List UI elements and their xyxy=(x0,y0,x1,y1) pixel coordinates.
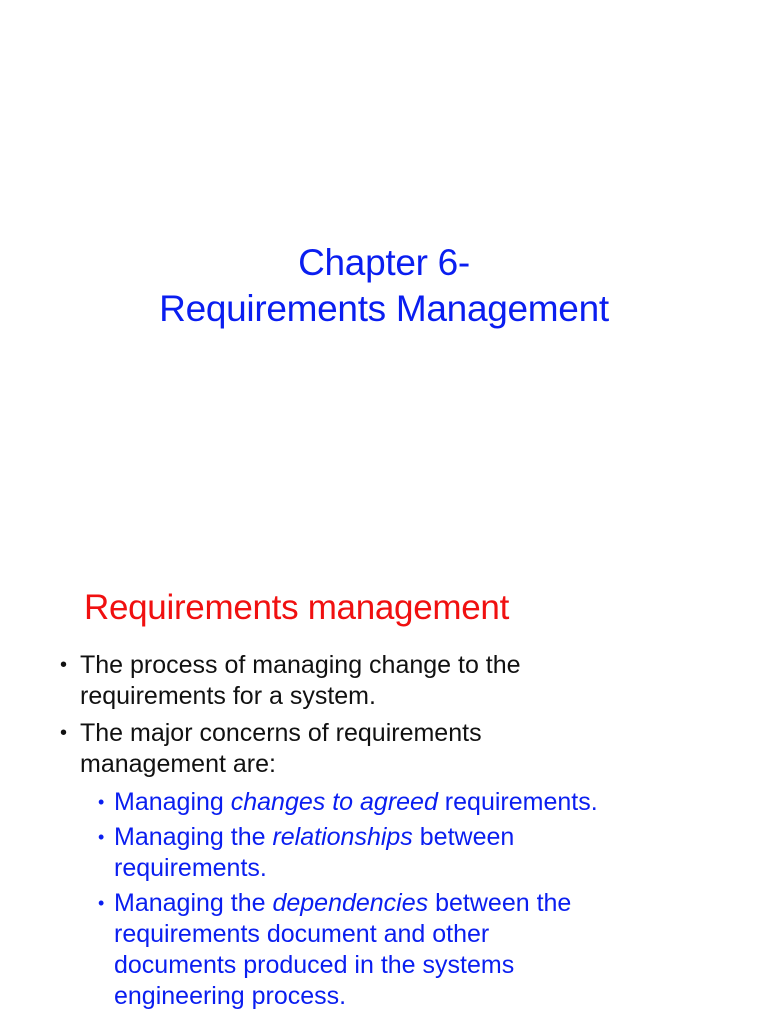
bullet-item xyxy=(58,718,758,780)
sub-bullet-dot-icon: • xyxy=(98,792,105,812)
sub-bullet-text: Managing the xyxy=(114,889,273,917)
sub-bullet-emphasis: dependencies xyxy=(272,889,429,917)
sub-bullet-emphasis: relationships xyxy=(272,823,413,851)
sub-bullet-text: Managing xyxy=(114,788,231,816)
sub-bullet-text-line: requirements document and other xyxy=(114,920,490,948)
bullet-text-line: management are: xyxy=(80,750,276,778)
sub-bullet-text-line: requirements. xyxy=(114,854,267,882)
sub-bullet-text-line xyxy=(114,787,758,818)
bullet-dot-icon: • xyxy=(60,722,68,744)
chapter-title-line-2: Requirements Management xyxy=(159,288,609,329)
sub-bullet-text-line xyxy=(114,888,758,919)
sub-bullet-item xyxy=(98,888,758,1012)
chapter-title xyxy=(0,240,768,332)
bullet-text-line: The major concerns of requirements xyxy=(80,719,482,747)
sub-bullet-item xyxy=(98,822,758,884)
sub-bullet-text-line: engineering process. xyxy=(114,982,347,1010)
sub-bullet-text-line: documents produced in the systems xyxy=(114,951,515,979)
sub-bullet-emphasis: changes to agreed xyxy=(230,788,438,816)
sub-bullet-text: between xyxy=(412,823,515,851)
chapter-title-line-1: Chapter 6- xyxy=(298,242,470,283)
sub-bullet-text: Managing the xyxy=(114,823,273,851)
sub-bullet-text: between the xyxy=(428,889,572,917)
section-heading: Requirements management xyxy=(84,588,509,627)
bullet-item xyxy=(58,650,758,712)
sub-bullet-text: requirements. xyxy=(437,788,598,816)
bullet-text-line: The process of managing change to the xyxy=(80,651,521,679)
sub-bullet-dot-icon: • xyxy=(98,827,105,847)
sub-bullet-list xyxy=(98,787,758,1016)
bullet-dot-icon: • xyxy=(60,654,68,676)
bullet-text-line: requirements for a system. xyxy=(80,682,376,710)
sub-bullet-item xyxy=(98,787,758,818)
sub-bullet-text-line xyxy=(114,822,758,853)
sub-bullet-dot-icon: • xyxy=(98,893,105,913)
bullet-list xyxy=(58,650,758,786)
